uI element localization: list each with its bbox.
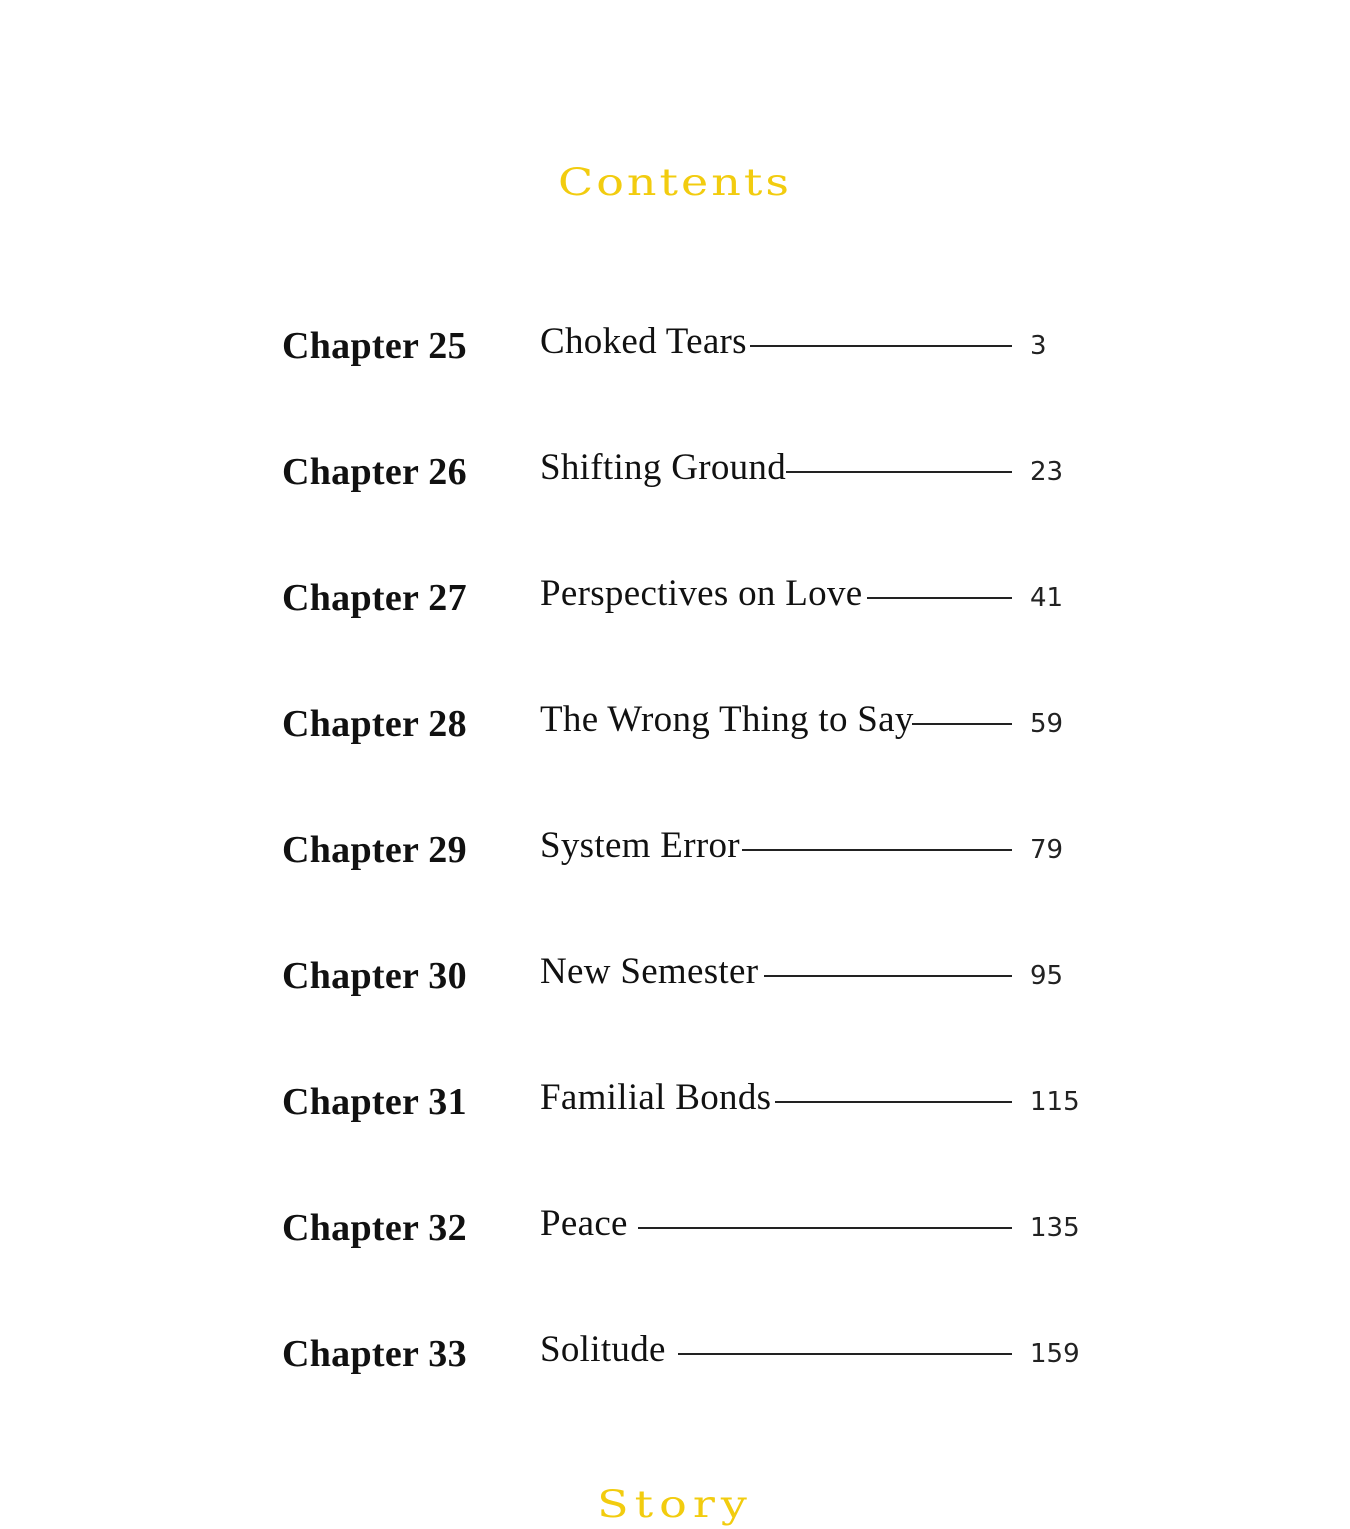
page-number: 159 xyxy=(1030,1339,1080,1369)
leader-line xyxy=(742,849,1012,851)
chapter-title[interactable]: Choked Tears xyxy=(540,321,747,362)
story-heading: Story xyxy=(597,1481,753,1527)
toc-entry-chapter-25[interactable] xyxy=(0,316,1350,376)
toc-entry-chapter-33[interactable] xyxy=(0,1324,1350,1384)
page-number: 115 xyxy=(1030,1087,1080,1117)
chapter-title[interactable]: Shifting Ground xyxy=(540,447,787,488)
chapter-number: Chapter 25 xyxy=(282,325,467,367)
toc-entry-chapter-26[interactable] xyxy=(0,442,1350,502)
chapter-title[interactable]: Solitude xyxy=(540,1329,666,1370)
chapter-title[interactable]: The Wrong Thing to Say xyxy=(540,699,914,740)
leader-line xyxy=(786,471,1012,473)
leader-line xyxy=(867,597,1012,599)
leader-line xyxy=(912,723,1012,725)
page-number: 41 xyxy=(1030,583,1064,613)
chapter-title[interactable]: Familial Bonds xyxy=(540,1077,772,1118)
page-number: 95 xyxy=(1030,961,1064,991)
chapter-number: Chapter 31 xyxy=(282,1081,467,1123)
chapter-title[interactable]: Perspectives on Love xyxy=(540,573,863,614)
page-number: 135 xyxy=(1030,1213,1080,1243)
chapter-number: Chapter 26 xyxy=(282,451,467,493)
toc-entry-chapter-27[interactable] xyxy=(0,568,1350,628)
chapter-number: Chapter 30 xyxy=(282,955,467,997)
page-number: 59 xyxy=(1030,709,1064,739)
chapter-number: Chapter 29 xyxy=(282,829,467,871)
page-number: 79 xyxy=(1030,835,1064,865)
leader-line xyxy=(750,345,1012,347)
chapter-number: Chapter 33 xyxy=(282,1333,467,1375)
toc-entry-chapter-30[interactable] xyxy=(0,946,1350,1006)
leader-line xyxy=(764,975,1012,977)
chapter-number: Chapter 32 xyxy=(282,1207,467,1249)
toc-entry-chapter-32[interactable] xyxy=(0,1198,1350,1258)
chapter-number: Chapter 27 xyxy=(282,577,467,619)
toc-entry-chapter-31[interactable] xyxy=(0,1072,1350,1132)
leader-line xyxy=(775,1101,1012,1103)
toc-entry-chapter-28[interactable] xyxy=(0,694,1350,754)
chapter-number: Chapter 28 xyxy=(282,703,467,745)
toc-entry-chapter-29[interactable] xyxy=(0,820,1350,880)
page-number: 3 xyxy=(1030,331,1047,361)
contents-heading: Contents xyxy=(558,159,792,205)
leader-line xyxy=(678,1353,1012,1355)
chapter-title[interactable]: System Error xyxy=(540,825,740,866)
page-number: 23 xyxy=(1030,457,1064,487)
chapter-title[interactable]: Peace xyxy=(540,1203,628,1244)
chapter-title[interactable]: New Semester xyxy=(540,951,759,992)
leader-line xyxy=(638,1227,1012,1229)
